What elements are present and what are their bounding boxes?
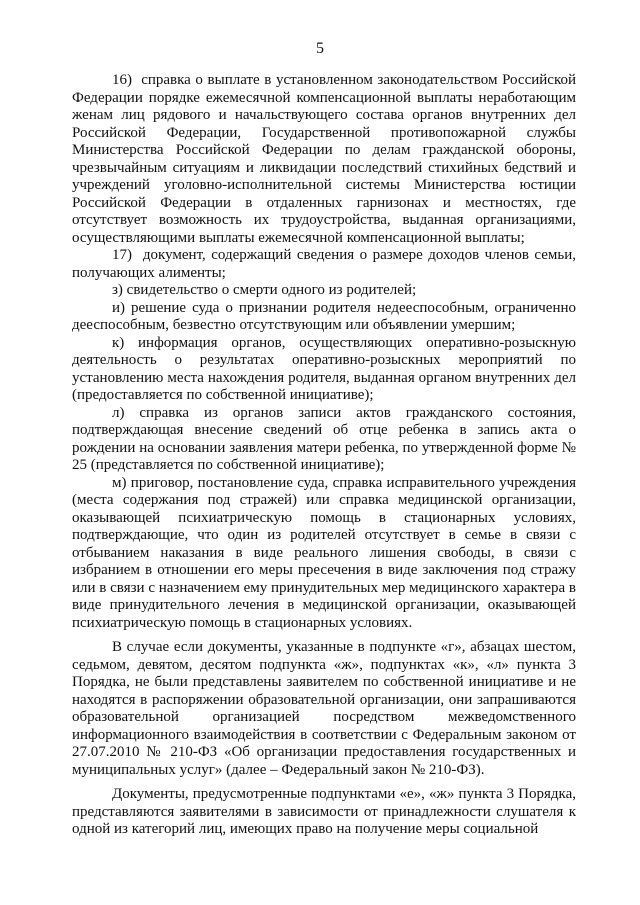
paragraph-item-l: л) справка из органов записи актов гражданского состояния, подтверждающая внесение сведений об отце ребенка в запись акта о рождении на основании заявления матери ребенка, по утвержденной форме № 25 (представляется по собственной инициативе); <box>72 404 576 473</box>
paragraph-interagency-request: В случае если документы, указанные в подпункте «г», абзацах шестом, седьмом, девятом, десятом подпункта «ж», подпунктах «к», «л» пункта 3 Порядка, не были представлены заявителем по собственной инициативе и не находятся в распоряжении образовательной организации, они запрашиваются образовательной организацией посредством межведомственного информационного взаимодействия в соответствии с Федеральным законом от 27.07.2010 № 210-ФЗ «Об организации предоставления государственных и муниципальных услуг» (далее – Федеральный закон № 210-ФЗ). <box>72 639 576 778</box>
paragraph-documents-by-category: Документы, предусмотренные подпунктами «е», «ж» пункта 3 Порядка, представляются заявителями в зависимости от принадлежности слушателя к одной из категорий лиц, имеющих право на получение меры социальной <box>72 786 576 837</box>
paragraph-item-k: к) информация органов, осуществляющих оперативно-розыскную деятельность о результатах оперативно-розыскных мероприятий по установлению места нахождения родителя, выданная органом внутренних дел (предоставляется по собственной инициативе); <box>72 334 576 403</box>
paragraph-item-z: з) свидетельство о смерти одного из родителей; <box>112 282 417 298</box>
paragraph-item-m: м) приговор, постановление суда, справка исправительного учреждения (места содержания под стражей) или справка медицинской организации, оказывающей психиатрическую помощь в стационарных условиях, подтверждающие, что один из родителей отсутствует в семье в связи с отбыванием наказания в виде реального лишения свободы, в связи с избранием в отношении его меры пресечения в виде заключения под стражу или в связи с назначением ему принудительных мер медицинского характера в виде принудительного лечения в медицинской организации, оказывающей психиатрическую помощь в стационарных условиях. <box>72 474 576 631</box>
paragraph-item-17: 17) документ, содержащий сведения о размере доходов членов семьи, получающих алименты; <box>72 247 576 281</box>
paragraph-item-i: и) решение суда о признании родителя недееспособным, ограниченно дееспособным, безвестно отсутствующим или объявлении умершим; <box>72 299 576 333</box>
paragraph-item-16: 16) справка о выплате в установленном законодательством Российской Федерации порядке ежемесячной компенсационной выплаты неработающим женам лиц рядового и начальствующего состава органов внутренних дел Российской Федерации, Государственной противопожарной службы Министерства Российской Федерации по делам гражданской обороны, чрезвычайным ситуациям и ликвидации последствий стихийных бедствий и учреждений уголовно-исполнительной системы Министерства юстиции Российской Федерации в отдаленных гарнизонах и местностях, где отсутствует возможность их трудоустройства, выданная организациями, осуществляющими выплаты ежемесячной компенсационной выплаты; <box>72 72 576 246</box>
page-number: 5 <box>316 40 324 57</box>
document-body <box>72 72 576 839</box>
